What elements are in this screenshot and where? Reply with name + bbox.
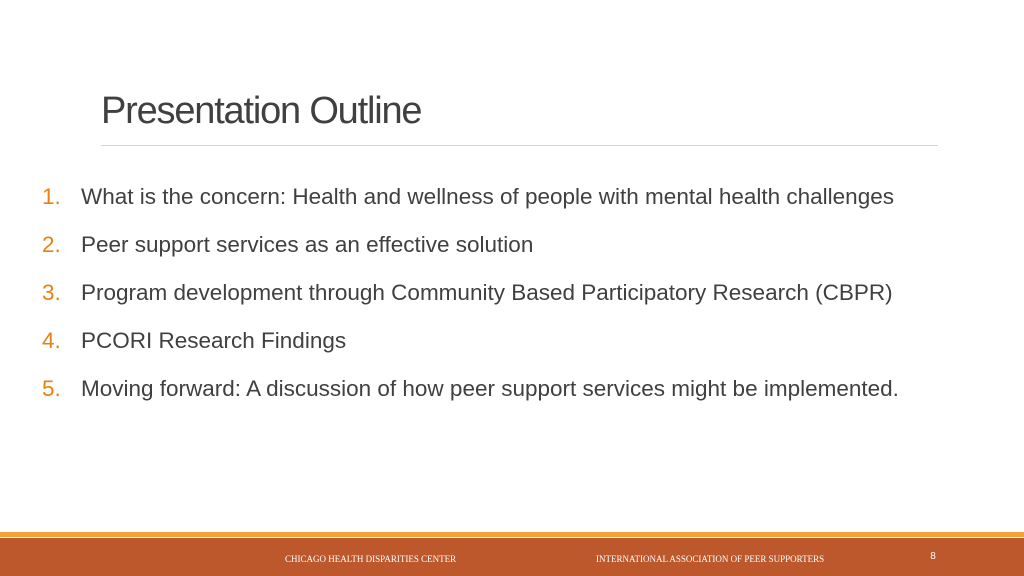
- title-divider: [101, 145, 938, 146]
- outline-item: [40, 228, 990, 261]
- outline-item: [40, 276, 990, 309]
- outline-list: [40, 180, 990, 420]
- footer-accent-line: [0, 532, 1024, 537]
- outline-item-text: Program development through Community Based Participatory Research (CBPR): [81, 280, 893, 305]
- slide-title: Presentation Outline: [101, 90, 422, 132]
- footer-bar: [0, 538, 1024, 576]
- outline-item-text: Peer support services as an effective solution: [81, 232, 534, 257]
- outline-item-text: What is the concern: Health and wellness of people with mental health challenges: [81, 184, 894, 209]
- footer-right-text: INTERNATIONAL ASSOCIATION OF PEER SUPPORTERS: [596, 554, 825, 564]
- outline-item-number: 2.: [42, 232, 61, 257]
- outline-item-number: 3.: [42, 280, 61, 305]
- page-number: 8: [930, 551, 936, 562]
- outline-item-text: PCORI Research Findings: [81, 328, 347, 353]
- outline-item: [40, 324, 990, 357]
- footer-left-text: CHICAGO HEALTH DISPARITIES CENTER: [285, 554, 457, 564]
- outline-item-number: 4.: [42, 328, 61, 353]
- outline-item-text: Moving forward: A discussion of how peer support services might be implemented.: [81, 376, 899, 401]
- outline-item-number: 1.: [42, 184, 61, 209]
- outline-item: [40, 372, 990, 405]
- outline-item-number: 5.: [42, 376, 61, 401]
- outline-item: [40, 180, 990, 213]
